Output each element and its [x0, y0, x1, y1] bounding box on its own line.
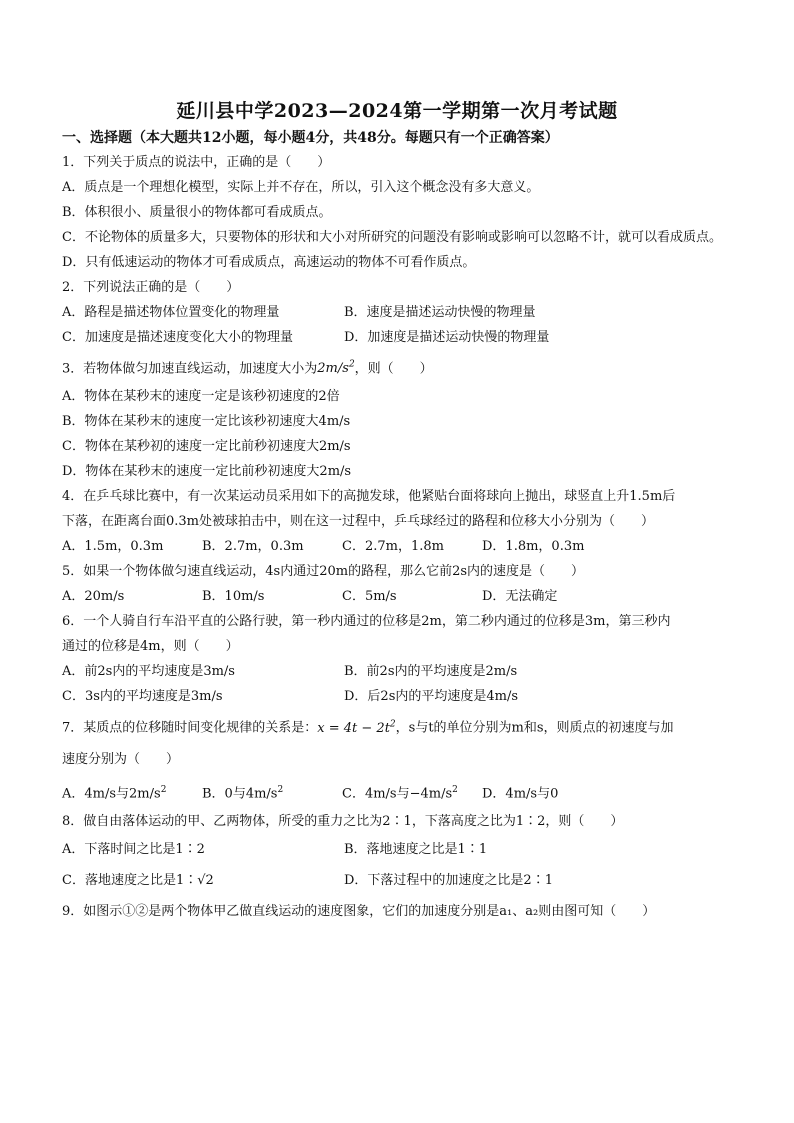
q7-option-a-text: A．4m/s与2m/s — [62, 785, 161, 801]
q4-option-c: C．2.7m，1.8m — [342, 539, 444, 555]
q3-stem-post: ，则（ ） — [354, 361, 433, 377]
q7-formula-sup: 2 — [389, 719, 396, 730]
q7-option-d — [482, 775, 732, 809]
q7-stem-post: ，s与t的单位分别为m和s，则质点的初速度与加 — [395, 720, 674, 736]
exam-title: 延川县中学2023—2024第一学期第一次月考试题 — [176, 100, 618, 122]
q3-option-d: D．物体在某秒末的速度一定比前秒初速度大2m/s — [62, 464, 352, 480]
q3-stem-pre: 3．若物体做匀加速直线运动，加速度大小为 — [62, 361, 318, 377]
q9-stem: 9．如图示①②是两个物体甲乙做直线运动的速度图象，它们的加速度分别是a₁、a₂则由图可知（ ） — [62, 903, 656, 919]
q6-option-d: D．后2s内的平均速度是4m/s — [344, 689, 519, 705]
q7-option-a-sup: 2 — [160, 784, 167, 795]
q8-option-c: C．落地速度之比是1∶√2 — [62, 872, 214, 888]
q1-stem: 1．下列关于质点的说法中，正确的是（ ） — [62, 155, 331, 170]
q6-option-b: B．前2s内的平均速度是2m/s — [344, 664, 518, 680]
q7-option-d-text: D．4m/s与0 — [482, 785, 559, 801]
q7-formula — [317, 721, 395, 736]
q2-option-d: D．加速度是描述运动快慢的物理量 — [344, 330, 550, 345]
q5-option-d: D．无法确定 — [482, 589, 558, 605]
q6-option-c: C．3s内的平均速度是3m/s — [62, 689, 223, 705]
q4-option-d: D．1.8m，0.3m — [482, 539, 585, 555]
q2-option-b: B．速度是描述运动快慢的物理量 — [344, 305, 536, 320]
exam-page — [62, 96, 732, 927]
q8-option-b: B．落地速度之比是1∶1 — [344, 841, 488, 857]
q7-option-c-text: C．4m/s与−4m/s — [342, 785, 453, 801]
q4-option-b: B．2.7m，0.3m — [202, 539, 304, 555]
q8-option-a: A．下落时间之比是1∶2 — [62, 841, 205, 857]
q8-stem: 8．做自由落体运动的甲、乙两物体，所受的重力之比为2∶1，下落高度之比为1∶2，则（ ） — [62, 813, 624, 829]
q3-option-c: C．物体在某秒初的速度一定比前秒初速度大2m/s — [62, 439, 351, 455]
q5-option-c: C．5m/s — [342, 589, 397, 605]
q2-option-c: C．加速度是描述速度变化大小的物理量 — [62, 330, 293, 345]
q6-options — [62, 659, 732, 709]
q7-options — [62, 775, 732, 809]
q7-option-a — [62, 775, 202, 809]
q7-option-c-sup: 2 — [452, 784, 458, 795]
q5-options — [62, 584, 732, 609]
q3-option-a: A．物体在某秒末的速度一定是该秒初速度的2倍 — [62, 389, 340, 405]
q5-option-b: B．10m/s — [202, 589, 265, 605]
q7-formula-body: x = 4t − 2t — [317, 720, 390, 736]
q6-option-a: A．前2s内的平均速度是3m/s — [62, 664, 235, 680]
q1-option-b: B．体积很小、质量很小的物体都可看成质点。 — [62, 205, 332, 220]
q3-accel — [317, 361, 354, 376]
q3-stem — [62, 350, 732, 384]
q6-stem-line1: 6．一个人骑自行车沿平直的公路行驶，第一秒内通过的位移是2m，第二秒内通过的位移是3m，第三秒内 — [62, 614, 671, 630]
q3-accel-value: 2m/s — [317, 361, 349, 377]
q7-option-b-text: B．0与4m/s — [202, 785, 278, 801]
q7-stem-line2: 速度分别为（ ） — [62, 751, 180, 767]
q8-option-d: D．下落过程中的加速度之比是2∶1 — [344, 872, 553, 888]
q2-option-a: A．路程是描述物体位置变化的物理量 — [62, 305, 280, 320]
q4-stem-line1: 4．在乒乓球比赛中，有一次某运动员采用如下的高抛发球，他紧贴台面将球向上抛出，球竖直上升1.5m后 — [62, 489, 676, 505]
q7-stem — [62, 709, 732, 743]
q7-option-c — [342, 775, 482, 809]
q4-option-a: A．1.5m，0.3m — [62, 539, 164, 555]
q4-options — [62, 534, 732, 559]
q7-option-b — [202, 775, 342, 809]
section-heading: 一、选择题（本大题共12小题，每小题4分，共48分。每题只有一个正确答案） — [62, 130, 559, 146]
q1-option-d: D．只有低速运动的物体才可看成质点，高速运动的物体不可看作质点。 — [62, 255, 476, 270]
q1-option-a: A．质点是一个理想化模型，实际上并不存在，所以，引入这个概念没有多大意义。 — [62, 180, 540, 195]
q7-stem-pre: 7．某质点的位移随时间变化规律的关系是： — [62, 720, 318, 736]
q7-option-b-sup: 2 — [277, 784, 284, 795]
q2-options — [62, 300, 732, 350]
q3-option-b: B．物体在某秒末的速度一定比该秒初速度大4m/s — [62, 414, 351, 430]
q3-accel-sup: 2 — [348, 360, 355, 370]
q5-stem: 5．如果一个物体做匀速直线运动，4s内通过20m的路程，那么它前2s内的速度是（ ） — [62, 564, 585, 580]
q8-options — [62, 834, 732, 896]
q1-option-c: C．不论物体的质量多大，只要物体的形状和大小对所研究的问题没有影响或影响可以忽略不计，就可以看成质点。 — [62, 230, 722, 245]
q4-stem-line2: 下落，在距离台面0.3m处被球拍击中，则在这一过程中，乒乓球经过的路程和位移大小分别为（ ） — [62, 514, 655, 530]
q6-stem-line2: 通过的位移是4m，则（ ） — [62, 639, 239, 655]
q5-option-a: A．20m/s — [62, 589, 125, 605]
q2-stem: 2．下列说法正确的是（ ） — [62, 280, 240, 295]
